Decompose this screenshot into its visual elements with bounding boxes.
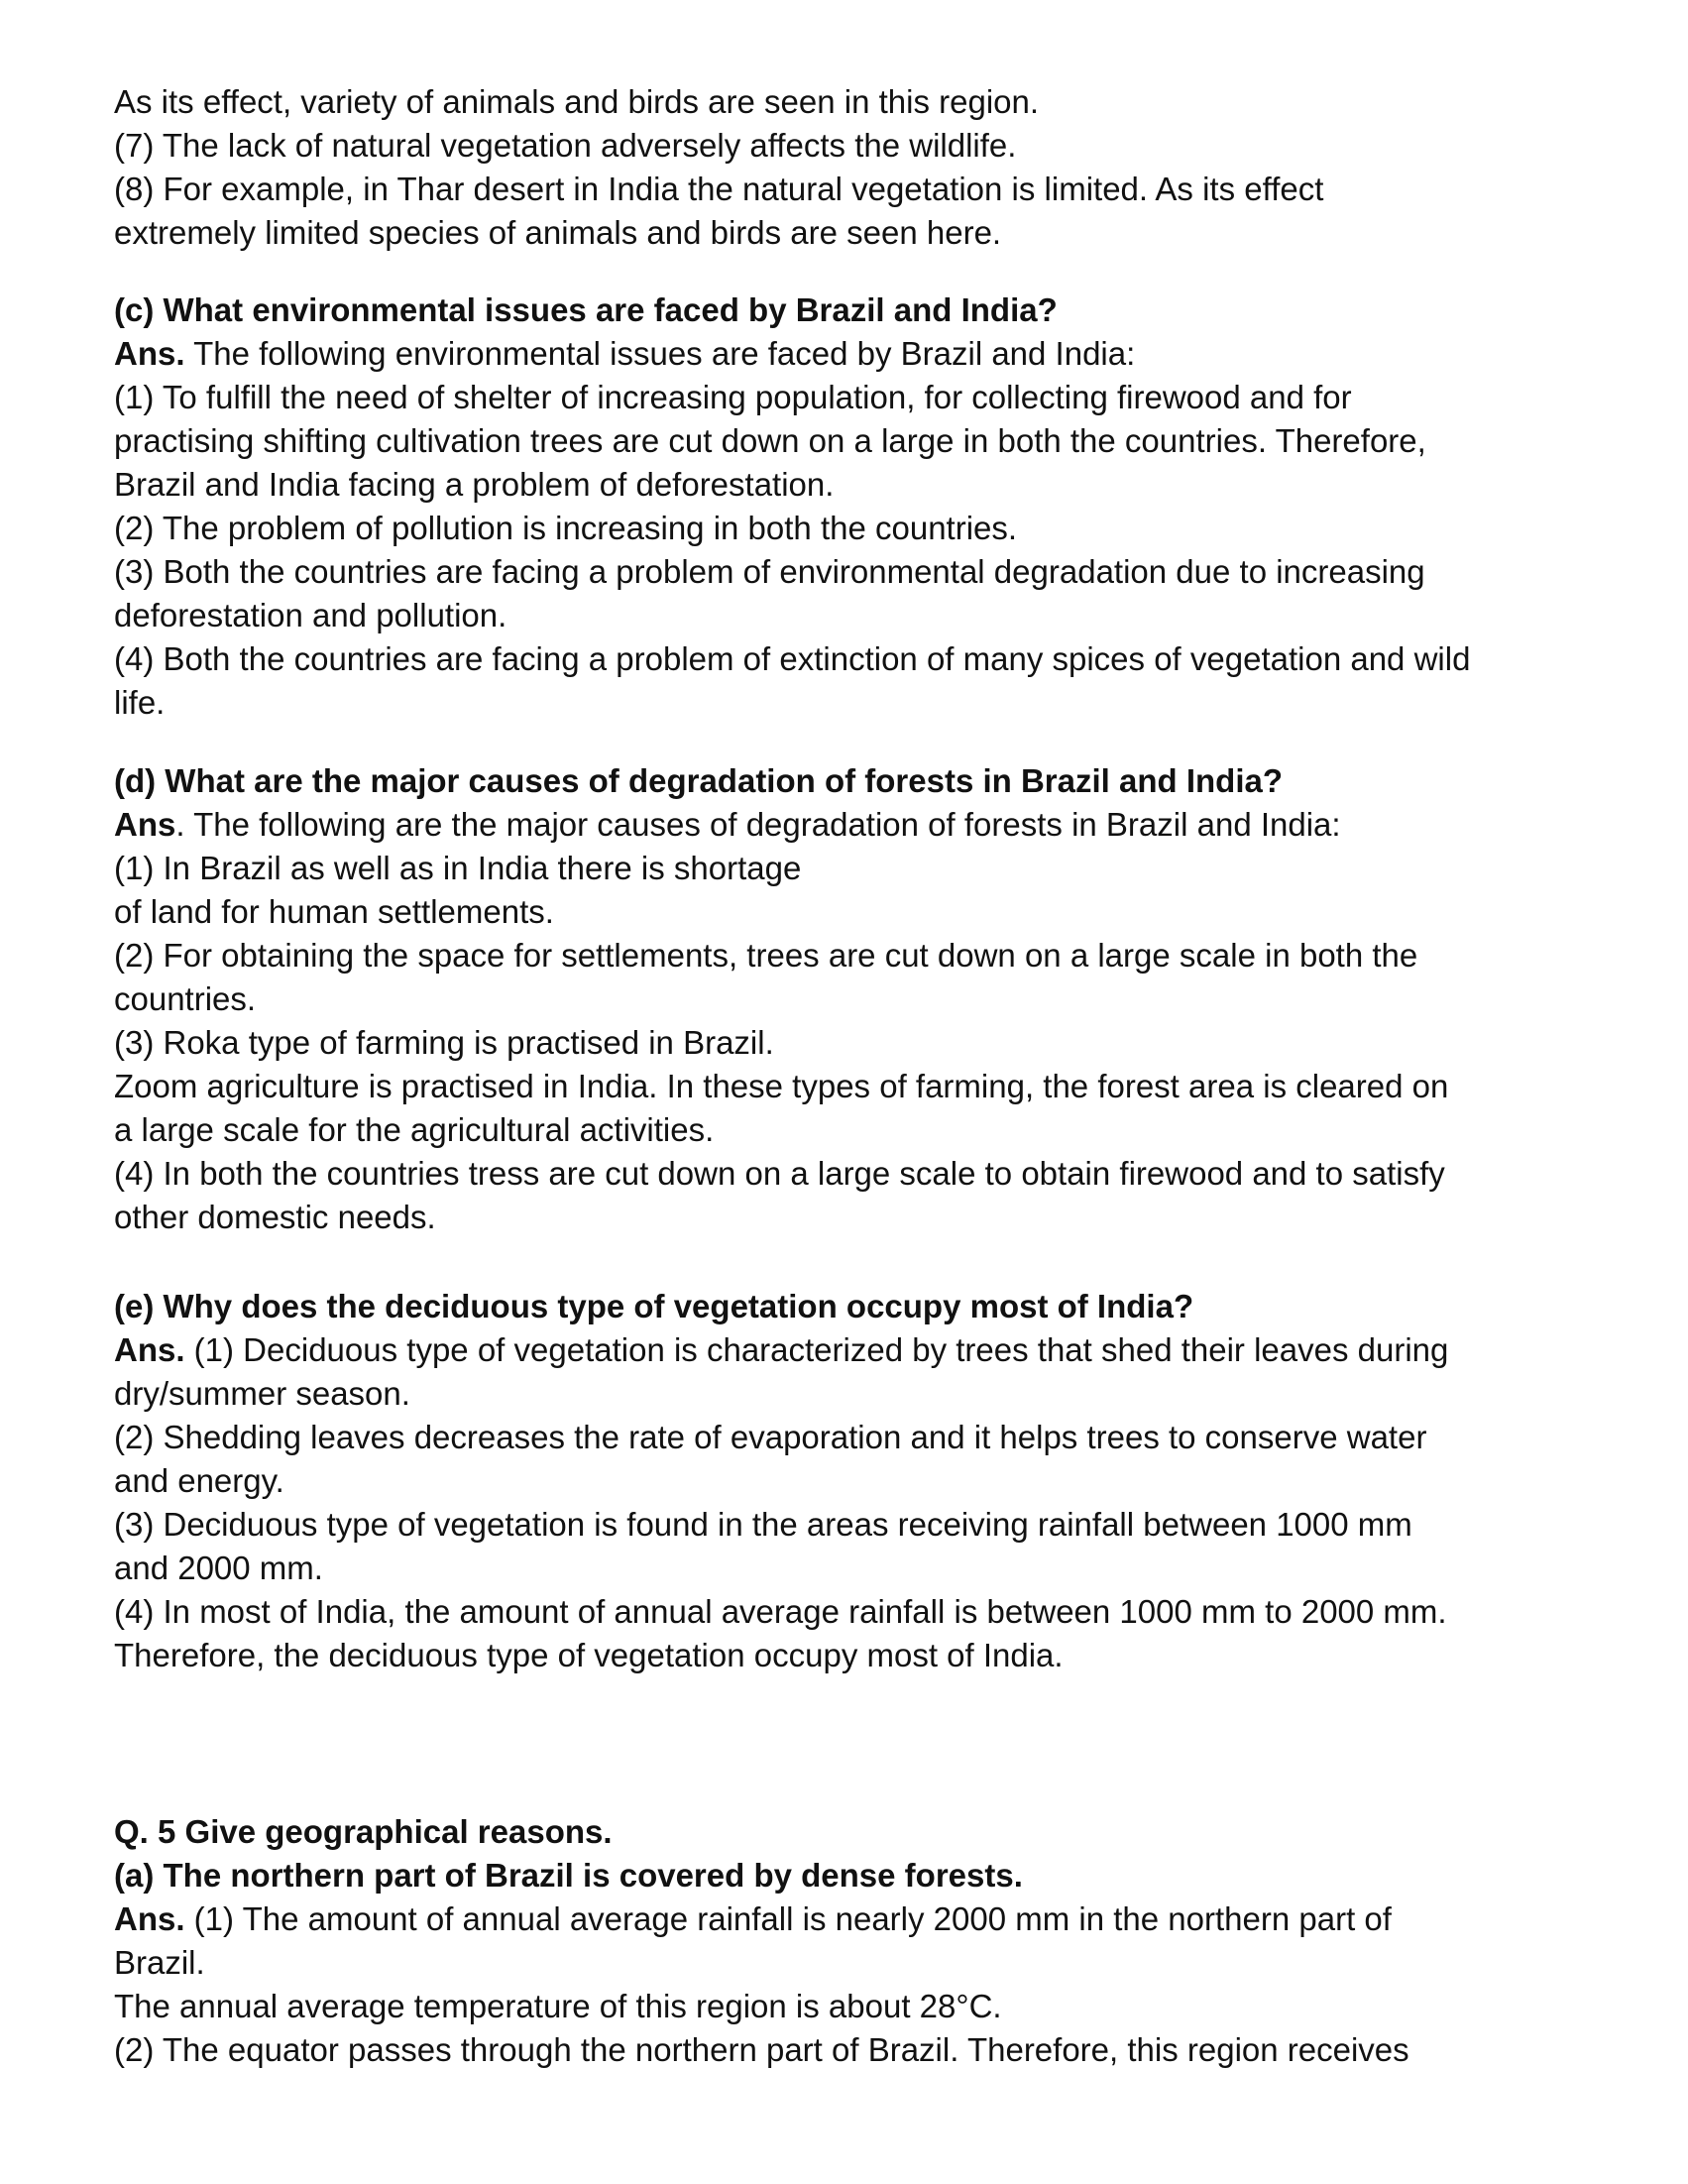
answer-text: (1) Deciduous type of vegetation is characterized by trees that shed their leaves during (184, 1331, 1449, 1368)
answer-intro-c (114, 332, 1135, 376)
text-line: (2) The problem of pollution is increasing in both the countries. (114, 510, 1018, 546)
answer-label: Ans. (114, 1900, 185, 1937)
text-line: (7) The lack of natural vegetation adversely affects the wildlife. (114, 127, 1017, 164)
text-line: a large scale for the agricultural activities. (114, 1111, 715, 1148)
text-line: extremely limited species of animals and birds are seen here. (114, 214, 1002, 251)
text-line: (2) For obtaining the space for settlements, trees are cut down on a large scale in both the (114, 937, 1418, 974)
text-line: (1) To fulfill the need of shelter of increasing population, for collecting firewood and for (114, 379, 1352, 415)
text-line: (2) The equator passes through the northern part of Brazil. Therefore, this region receives (114, 2031, 1409, 2068)
text-line: and energy. (114, 1462, 284, 1499)
question-heading-c: (c) What environmental issues are faced by Brazil and India? (114, 291, 1058, 328)
text-line: Therefore, the deciduous type of vegetation occupy most of India. (114, 1637, 1064, 1673)
answer-label: Ans (114, 806, 176, 843)
text-line: Brazil and India facing a problem of deforestation. (114, 466, 835, 503)
text-line: countries. (114, 980, 257, 1017)
text-line: deforestation and pollution. (114, 597, 507, 633)
text-line: other domestic needs. (114, 1199, 436, 1235)
text-line: As its effect, variety of animals and birds are seen in this region. (114, 83, 1040, 120)
answer-text: (1) The amount of annual average rainfall is nearly 2000 mm in the northern part of (184, 1900, 1392, 1937)
answer-label: Ans. (114, 335, 185, 372)
question-heading-e: (e) Why does the deciduous type of vegetation occupy most of India? (114, 1288, 1194, 1324)
answer-text: The following environmental issues are faced by Brazil and India: (184, 335, 1136, 372)
text-line: practising shifting cultivation trees are cut down on a large in both the countries. Therefore, (114, 422, 1426, 459)
answer-intro-d (114, 803, 1341, 847)
answer-label: Ans. (114, 1331, 185, 1368)
answer-intro-5a (114, 1897, 1392, 1941)
text-line: (4) Both the countries are facing a problem of extinction of many spices of vegetation and wild (114, 640, 1471, 677)
text-line: (4) In both the countries tress are cut down on a large scale to obtain firewood and to satisfy (114, 1155, 1445, 1192)
text-line: dry/summer season. (114, 1375, 410, 1412)
text-line: Brazil. (114, 1944, 205, 1981)
text-line: (3) Roka type of farming is practised in Brazil. (114, 1024, 774, 1061)
text-line: The annual average temperature of this region is about 28°C. (114, 1988, 1002, 2024)
question-heading-d: (d) What are the major causes of degradation of forests in Brazil and India? (114, 762, 1284, 799)
answer-intro-e (114, 1328, 1448, 1372)
text-line: (4) In most of India, the amount of annual average rainfall is between 1000 mm to 2000 mm. (114, 1593, 1447, 1630)
answer-text: . The following are the major causes of degradation of forests in Brazil and India: (175, 806, 1341, 843)
text-line: (1) In Brazil as well as in India there is shortage (114, 850, 802, 886)
text-line: (3) Deciduous type of vegetation is found in the areas receiving rainfall between 1000 mm (114, 1506, 1412, 1543)
text-line: (3) Both the countries are facing a problem of environmental degradation due to increasing (114, 553, 1425, 590)
question-5-heading: Q. 5 Give geographical reasons. (114, 1813, 613, 1850)
text-line: and 2000 mm. (114, 1550, 323, 1586)
text-line: Zoom agriculture is practised in India. In these types of farming, the forest area is cleared on (114, 1068, 1449, 1104)
text-line: (2) Shedding leaves decreases the rate of evaporation and it helps trees to conserve water (114, 1419, 1427, 1455)
question-5a-heading: (a) The northern part of Brazil is covered by dense forests. (114, 1857, 1023, 1894)
text-line: (8) For example, in Thar desert in India the natural vegetation is limited. As its effect (114, 171, 1324, 207)
text-line: life. (114, 684, 166, 721)
text-line: of land for human settlements. (114, 893, 554, 930)
